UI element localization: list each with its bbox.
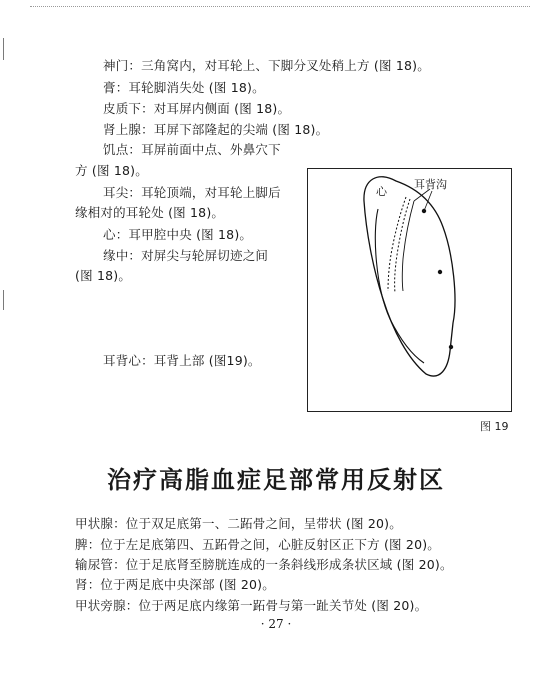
text-line: 心：耳甲腔中央 (图 18)。 xyxy=(103,227,253,242)
figure-label-heart: 心 xyxy=(376,185,387,198)
figure-caption: 图 19 xyxy=(480,420,509,433)
marker-dot xyxy=(438,270,442,274)
text-line: 缘中：对屏尖与轮屏切迹之间 xyxy=(103,248,269,263)
text-line: 甲状腺：位于双足底第一、二跖骨之间，呈带状 (图 20)。 xyxy=(75,516,402,531)
scan-top-edge xyxy=(30,6,530,10)
text-line: 方 (图 18)。 xyxy=(75,163,148,178)
text-line: 耳背心：耳背上部 (图19)。 xyxy=(103,353,261,368)
figure-19-frame xyxy=(307,168,512,412)
text-line: 输尿管：位于足底肾至膀胱连成的一条斜线形成条状区域 (图 20)。 xyxy=(75,557,453,572)
figure-label-groove: 耳背沟 xyxy=(414,178,447,191)
text-line: 脾：位于左足底第四、五跖骨之间，心脏反射区正下方 (图 20)。 xyxy=(75,537,441,552)
marker-dot xyxy=(449,345,453,349)
text-line: 神门：三角窝内，对耳轮上、下脚分叉处稍上方 (图 18)。 xyxy=(103,58,430,73)
text-line: 缘相对的耳轮处 (图 18)。 xyxy=(75,205,225,220)
text-line: 甲状旁腺：位于两足底内缘第一跖骨与第一趾关节处 (图 20)。 xyxy=(75,598,428,613)
text-line: 膏：耳轮脚消失处 (图 18)。 xyxy=(103,80,265,95)
text-line: (图 18)。 xyxy=(75,268,132,283)
text-line: 皮质下：对耳屏内侧面 (图 18)。 xyxy=(103,101,291,116)
marker-dot xyxy=(422,209,426,213)
text-line: 耳尖：耳轮顶端，对耳轮上脚后 xyxy=(103,185,281,200)
page-number: · 27 · xyxy=(260,617,292,631)
label-leader-line xyxy=(424,191,432,211)
text-line: 肾上腺：耳屏下部隆起的尖端 (图 18)。 xyxy=(103,122,329,137)
scan-margin-mark xyxy=(3,290,4,310)
groove-line-1 xyxy=(388,197,406,291)
groove-line-3 xyxy=(402,201,414,291)
ear-back-illustration xyxy=(308,169,511,411)
scan-margin-mark xyxy=(3,38,4,60)
text-line: 饥点：耳屏前面中点、外鼻穴下 xyxy=(103,142,281,157)
section-heading: 治疗高脂血症足部常用反射区 xyxy=(107,466,445,494)
ear-outline xyxy=(364,177,455,376)
text-line: 肾：位于两足底中央深部 (图 20)。 xyxy=(75,577,275,592)
